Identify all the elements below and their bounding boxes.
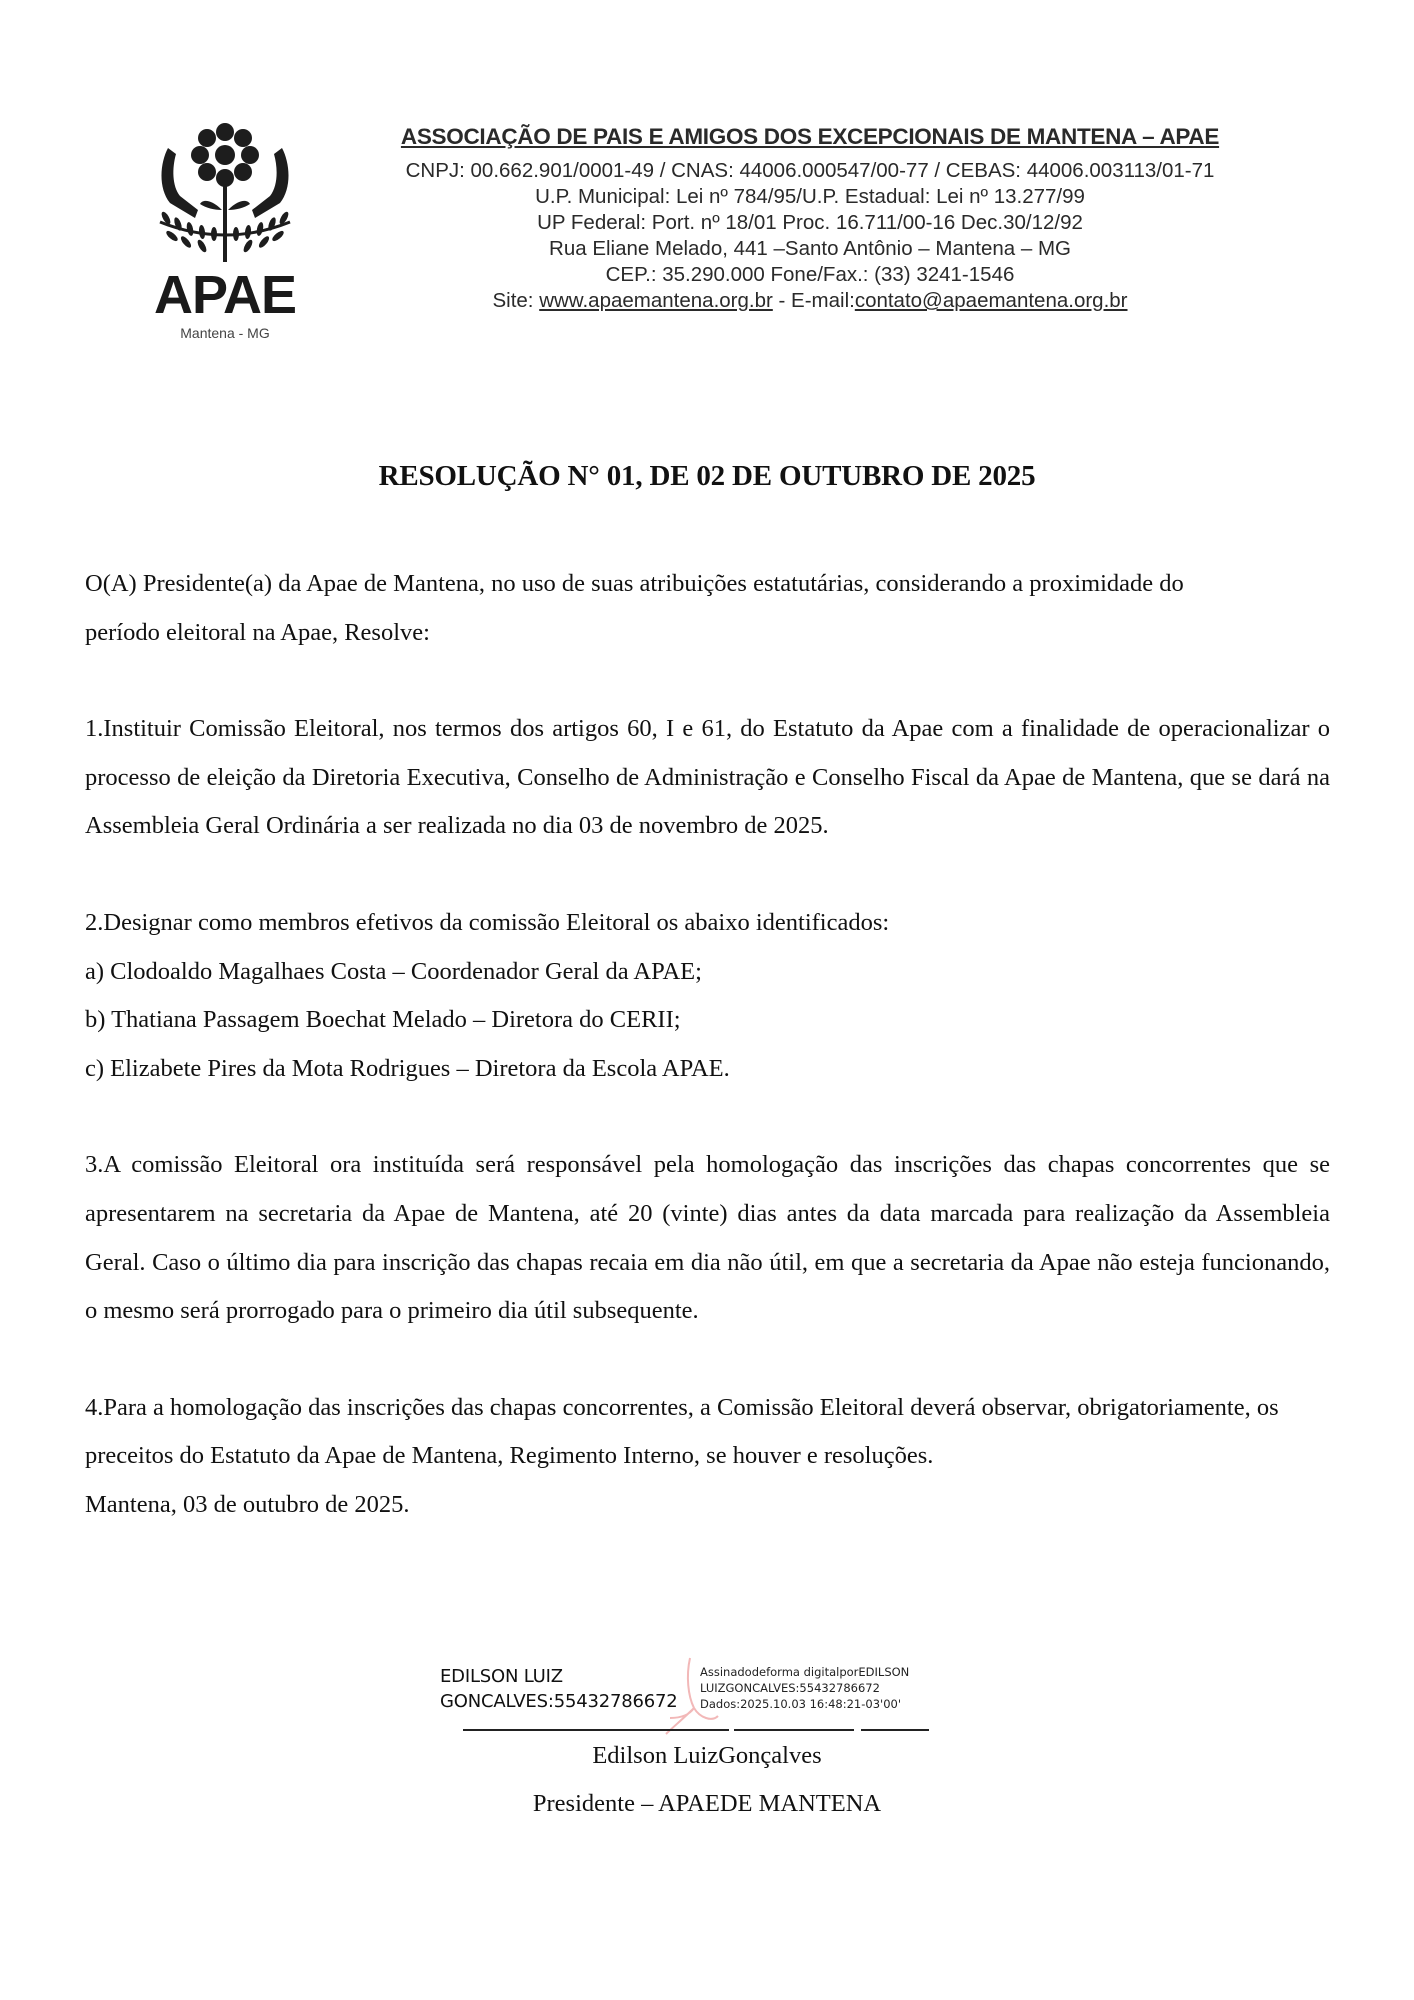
contact-line [330, 288, 1290, 314]
federal-line: UP Federal: Port. nº 18/01 Proc. 16.711/00-16 Dec.30/12/92 [537, 211, 1083, 234]
registration-line: CNPJ: 00.662.901/0001-49 / CNAS: 44006.000547/00-77 / CEBAS: 44006.003113/01-71 [405, 159, 1215, 182]
signature-rule [0, 1729, 1414, 1730]
flower-hands-icon [150, 118, 300, 268]
member-item: c) Elizabete Pires da Mota Rodrigues – Diretora da Escola APAE. [85, 1054, 730, 1082]
signature-timestamp: Dados:2025.10.03 16:48:21-03'00' [700, 1697, 901, 1711]
place-date: Mantena, 03 de outubro de 2025. [85, 1490, 410, 1518]
signer-id-line: GONCALVES:55432786672 [440, 1691, 678, 1712]
logo-city: Mantena - MG [180, 325, 270, 341]
signature-line [861, 1729, 929, 1731]
intro-paragraph: O(A) Presidente(a) da Apae de Mantena, no uso de suas atribuições estatutárias, considerando a proximidade do período eleitoral na Apae, Resolve: [85, 570, 1184, 646]
signature-info-line: Assinadodeforma digitalporEDILSON [700, 1665, 910, 1679]
signature-line [734, 1729, 854, 1731]
postal-phone-line: CEP.: 35.290.000 Fone/Fax.: (33) 3241-1546 [605, 263, 1015, 286]
document-body [85, 560, 1330, 1530]
site-label: Site: [492, 289, 540, 312]
signer-name-line: EDILSON LUIZ [440, 1666, 563, 1687]
letterhead [330, 124, 1290, 314]
member-item: a) Clodoaldo Magalhaes Costa – Coordenador Geral da APAE; [85, 957, 702, 985]
signature-line [463, 1729, 729, 1731]
signer-printed-name: Edilson LuizGonçalves [592, 1742, 822, 1769]
signer-role: Presidente – APAEDE MANTENA [532, 1790, 882, 1817]
item-3-paragraph: 3.A comissão Eleitoral ora instituída será responsável pela homologação das inscrições das chapas concorrentes que se apresentarem na secretaria da Apae de Mantena, até 20 (vinte) dias antes da data marcada para realização da Assembleia Geral. Caso o último dia para inscrição das chapas recaia em dia não útil, em que a secretaria da Apae não esteja funcionando, o mesmo será prorrogado para o primeiro dia útil subsequente. [85, 1151, 1330, 1325]
municipal-state-line: U.P. Municipal: Lei nº 784/95/U.P. Estadual: Lei nº 13.277/99 [535, 185, 1085, 208]
site-link[interactable]: www.apaemantena.org.br [539, 289, 773, 312]
signature-info-line: LUIZGONCALVES:55432786672 [700, 1681, 880, 1695]
email-label: - E-mail: [772, 289, 855, 312]
apae-logo [150, 118, 300, 343]
item-4-paragraph: 4.Para a homologação das inscrições das chapas concorrentes, a Comissão Eleitoral deverá observar, obrigatoriamente, os preceitos do Estatuto da Apae de Mantena, Regimento Interno, se houver e resoluções. [85, 1393, 1279, 1470]
logo-wordmark: APAE [153, 265, 297, 325]
address-line: Rua Eliane Melado, 441 –Santo Antônio – Mantena – MG [549, 237, 1071, 260]
email-link[interactable]: contato@apaemantena.org.br [854, 289, 1128, 312]
member-item: b) Thatiana Passagem Boechat Melado – Diretora do CERII; [85, 1006, 681, 1034]
digital-signature-details [700, 1664, 909, 1712]
item-2-heading: 2.Designar como membros efetivos da comissão Eleitoral os abaixo identificados: [85, 908, 890, 936]
item-1-paragraph: 1.Instituir Comissão Eleitoral, nos termos dos artigos 60, I e 61, do Estatuto da Apae com a finalidade de operacionalizar o processo de eleição da Diretoria Executiva, Conselho de Administração e Conselho Fiscal da Apae de Mantena, que se dará na Assembleia Geral Ordinária a ser realizada no dia 03 de novembro de 2025. [85, 715, 1330, 840]
resolution-title: RESOLUÇÃO N° 01, DE 02 DE OUTUBRO DE 2025 [378, 460, 1036, 492]
organization-name: ASSOCIAÇÃO DE PAIS E AMIGOS DOS EXCEPCIONAIS DE MANTENA – APAE [400, 124, 1220, 149]
signer-certificate-name [440, 1664, 677, 1714]
